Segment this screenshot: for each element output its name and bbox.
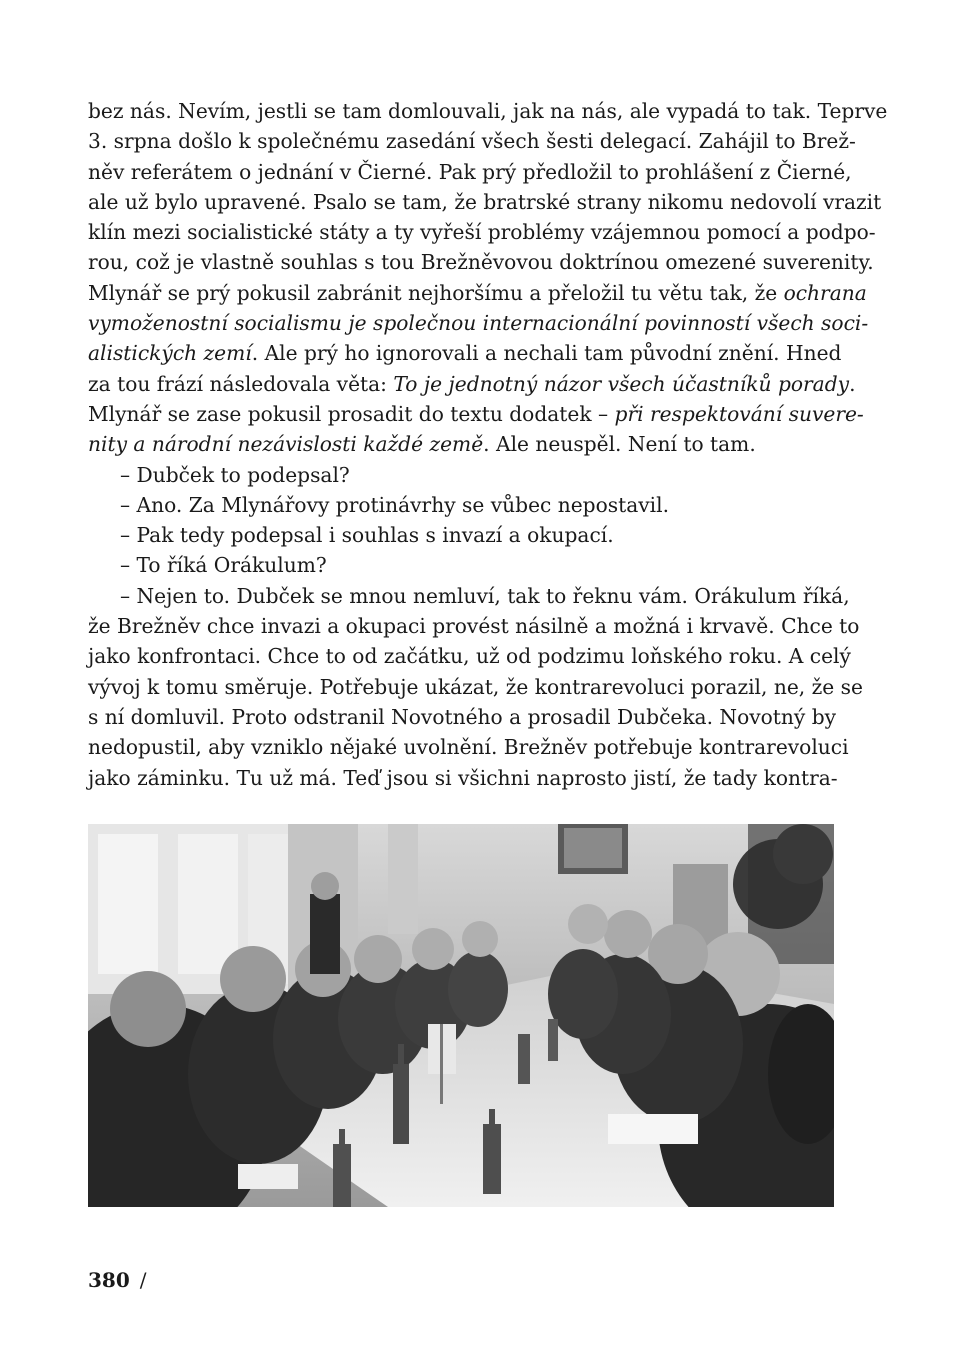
text-run: . Ale neuspěl. Není to tam. — [483, 432, 756, 457]
italic-quote: nity a národní nezávislosti každé země — [88, 432, 484, 457]
meeting-photo — [88, 824, 834, 1207]
dialogue-line: – Dubček to podepsal? — [120, 462, 350, 487]
dialogue-line: – Pak tedy podepsal i souhlas s invazí a okupací. — [120, 523, 614, 548]
text-line: jako záminku. Tu už má. Teď jsou si všichni naprosto jistí, že tady kontra- — [88, 765, 838, 790]
text-line: rou, což je vlastně souhlas s tou Brežněvovou doktrínou omezené suverenity. — [88, 250, 874, 275]
text-line: klín mezi socialistické státy a ty vyřeší problémy vzájemnou pomocí a podpo- — [88, 220, 876, 245]
text-line: jako konfrontaci. Chce to od začátku, už od podzimu loňského roku. A celý — [88, 644, 851, 669]
text-line — [88, 399, 864, 429]
text-line — [88, 338, 842, 368]
text-line: – Nejen to. Dubček se mnou nemluví, tak to řeknu vám. Orákulum říká, — [120, 583, 850, 608]
text-run: Mlynář se zase pokusil prosadit do textu dodatek – — [88, 401, 615, 426]
text-run: Mlynář se prý pokusil zabránit nejhoršímu a přeložil tu větu tak, že — [88, 280, 784, 305]
text-line — [88, 278, 867, 308]
page-number — [88, 1268, 147, 1292]
italic-quote: při respektování suvere- — [614, 401, 864, 426]
text-line: ale už bylo upravené. Psalo se tam, že bratrské strany nikomu nedovolí vrazit — [88, 189, 882, 214]
italic-quote: ochrana — [783, 280, 867, 305]
page-number-separator: / — [139, 1268, 147, 1292]
text-line: že Brežněv chce invazi a okupaci provést násilně a možná i krvavě. Chce to — [88, 614, 860, 639]
text-run: za tou frází následovala věta: — [88, 371, 394, 396]
text-line — [88, 429, 834, 459]
text-line — [88, 308, 869, 338]
italic-quote: vymoženostní socialismu je společnou internacionální povinností všech soci- — [88, 311, 869, 336]
text-line: bez nás. Nevím, jestli se tam domlouvali, jak na nás, ale vypadá to tak. Teprve — [88, 99, 888, 123]
text-line — [88, 369, 856, 399]
italic-quote: To je jednotný názor všech účastníků porady — [393, 371, 850, 396]
dialogue-line: – Ano. Za Mlynářovy protinávrhy se vůbec nepostavil. — [120, 492, 670, 517]
text-run: . Ale prý ho ignorovali a nechali tam původní znění. Hned — [251, 341, 842, 366]
dialogue-line: – To říká Orákulum? — [120, 553, 327, 578]
text-run: . — [849, 371, 856, 396]
text-line: vývoj k tomu směruje. Potřebuje ukázat, že kontrarevoluci porazil, ne, že se — [88, 674, 863, 699]
text-line: nedopustil, aby vzniklo nějaké uvolnění. Brežněv potřebuje kontrarevoluci — [88, 735, 849, 760]
page-number-value: 380 — [88, 1268, 130, 1292]
italic-quote: alistických zemí — [88, 341, 252, 366]
text-line: s ní domluvil. Proto odstranil Novotného a prosadil Dubčeka. Novotný by — [88, 704, 837, 729]
text-line: něv referátem o jednání v Čierné. Pak prý předložil to prohlášení z Čierné, — [88, 159, 852, 184]
body-text — [88, 96, 888, 793]
text-line: 3. srpna došlo k společnému zasedání všech šesti delegací. Zahájil to Brež- — [88, 129, 856, 154]
